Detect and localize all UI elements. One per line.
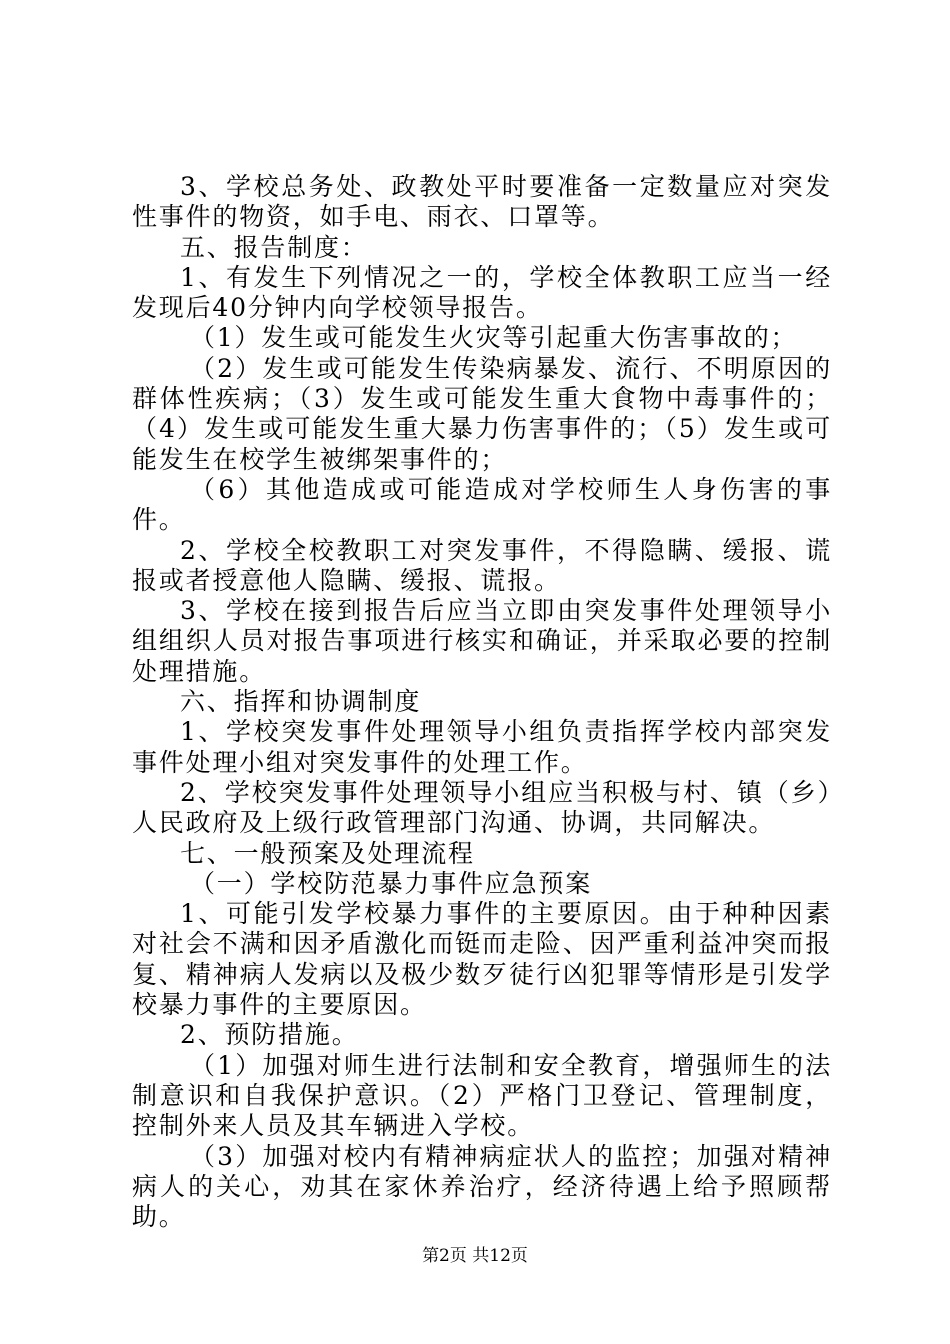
page-footer: 第2页 共12页 <box>422 1246 528 1266</box>
subsection-heading: （一）学校防范暴力事件应急预案 <box>190 868 593 898</box>
paragraph: （1）加强对师生进行法制和安全教育，增强师生的法制意识和自我保护意识。（2）严格门卫登记、管理制度，控制外来人员及其车辆进入学校。 <box>132 1050 832 1141</box>
paragraph: 3、学校在接到报告后应当立即由突发事件处理领导小组组织人员对报告事项进行核实和确证，并采取必要的控制处理措施。 <box>132 596 832 686</box>
section-heading: 七、一般预案及处理流程 <box>180 838 475 868</box>
paragraph: 1、学校突发事件处理领导小组负责指挥学校内部突发事件处理小组对突发事件的处理工作。 <box>132 717 832 777</box>
paragraph: 2、学校突发事件处理领导小组应当积极与村、镇（乡）人民政府及上级行政管理部门沟通、协调，共同解决。 <box>132 777 832 838</box>
paragraph: （1）发生或可能发生火灾等引起重大伤害事故的； <box>190 323 798 353</box>
paragraph: 1、可能引发学校暴力事件的主要原因。由于种种因素对社会不满和因矛盾激化而铤而走险、因严重利益冲突而报复、精神病人发病以及极少数歹徒行凶犯罪等情形是引发学校暴力事件的主要原因。 <box>132 899 832 1020</box>
paragraph: （6）其他造成或可能造成对学校师生人身伤害的事件。 <box>132 474 832 535</box>
paragraph: 1、有发生下列情况之一的，学校全体教职工应当一经发现后40分钟内向学校领导报告。 <box>132 262 832 323</box>
section-heading: 六、指挥和协调制度 <box>180 687 422 717</box>
paragraph: 2、预防措施。 <box>180 1020 359 1050</box>
document-body <box>132 172 832 1232</box>
section-heading: 五、报告制度： <box>180 232 368 262</box>
paragraph: 2、学校全校教职工对突发事件，不得隐瞒、缓报、谎报或者授意他人隐瞒、缓报、谎报。 <box>132 535 832 595</box>
paragraph: 3、学校总务处、政教处平时要准备一定数量应对突发性事件的物资，如手电、雨衣、口罩等。 <box>132 172 832 232</box>
paragraph: （3）加强对校内有精神病症状人的监控；加强对精神病人的关心，劝其在家休养治疗，经济待遇上给予照顾帮助。 <box>132 1141 832 1232</box>
paragraph: （2）发生或可能发生传染病暴发、流行、不明原因的群体性疾病；（3）发生或可能发生重大食物中毒事件的；（4）发生或可能发生重大暴力伤害事件的；（5）发生或可能发生在校学生被绑架事件的； <box>132 353 832 474</box>
